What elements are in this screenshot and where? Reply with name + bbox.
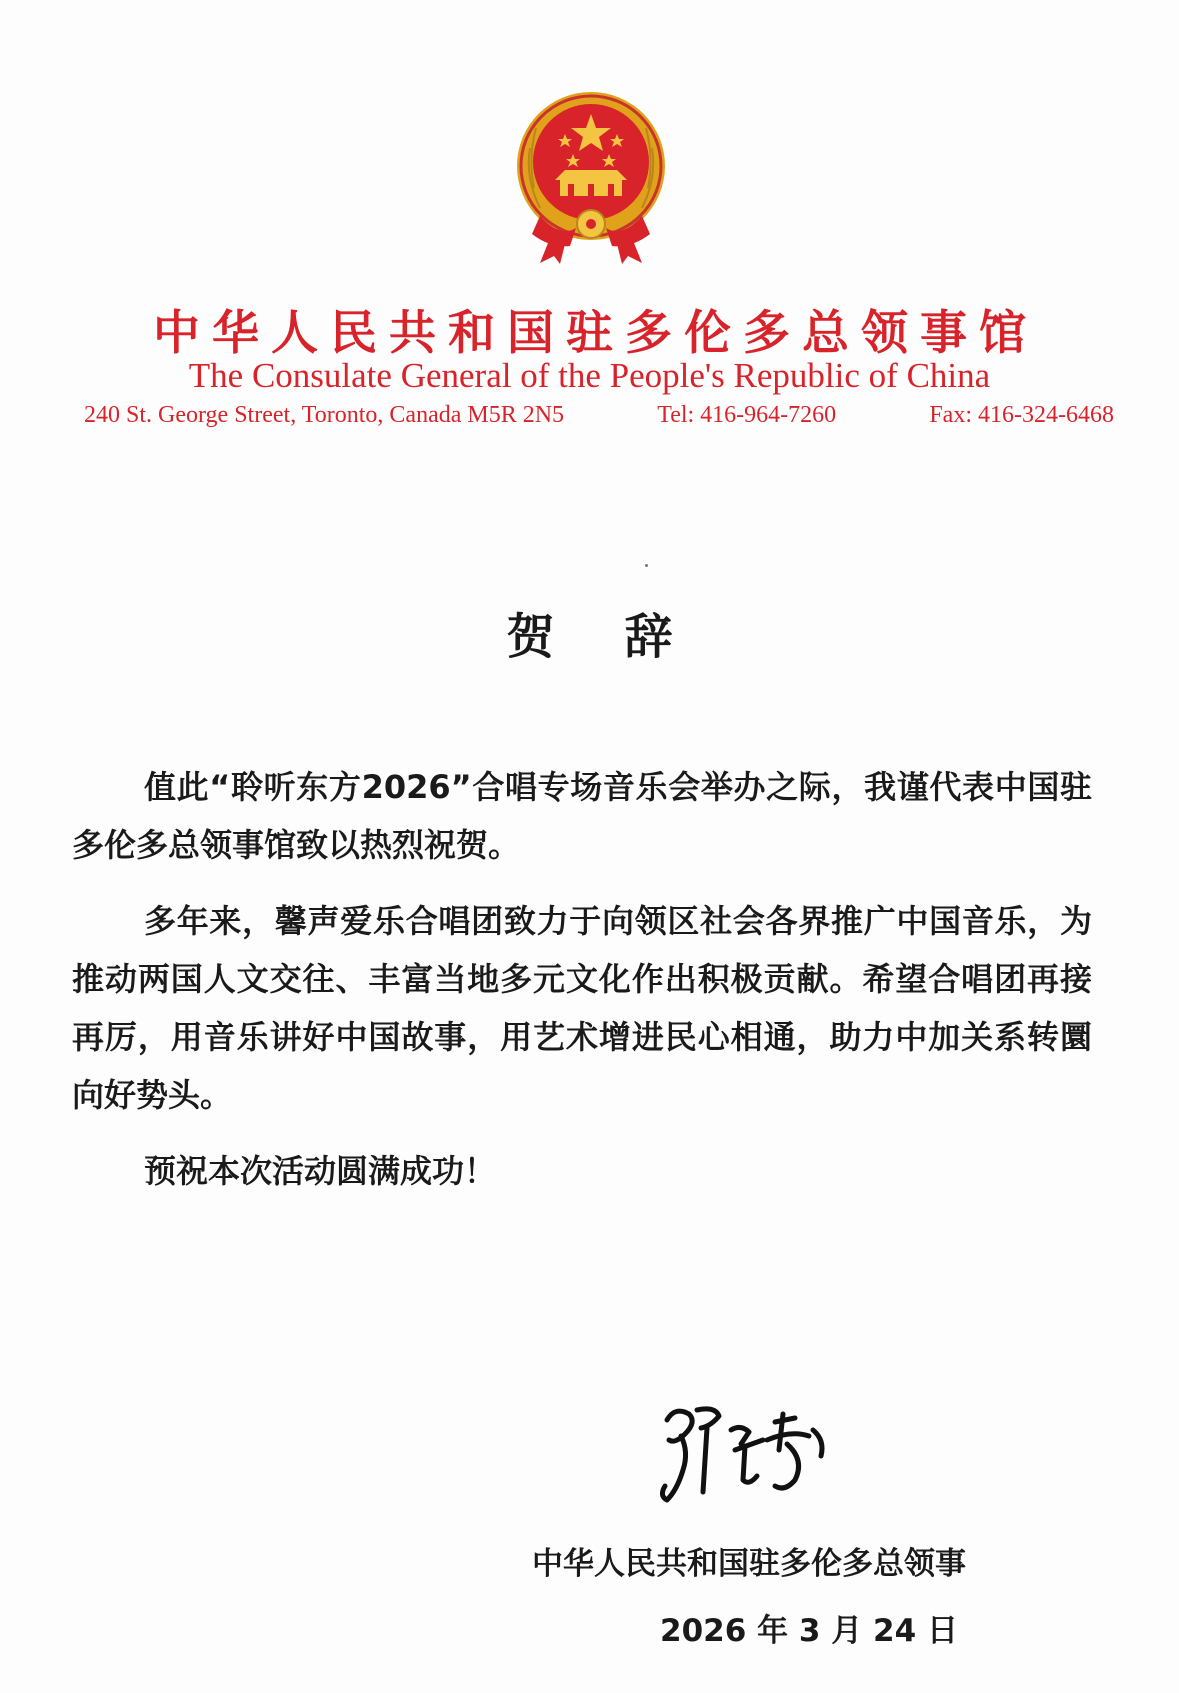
signatory-organization: 中华人民共和国驻多伦多总领事 xyxy=(532,1546,966,1582)
letterhead-tel: Tel: 416-964-7260 xyxy=(657,402,837,428)
letterhead-fax: Fax: 416-324-6468 xyxy=(929,402,1114,428)
title-char-2: 辞 xyxy=(624,609,673,665)
body-paragraph: 预祝本次活动圆满成功！ xyxy=(144,1152,497,1190)
handwritten-signature xyxy=(645,1400,855,1510)
paper-speck xyxy=(645,564,648,567)
body-paragraph: 值此“聆听东方2026”合唱专场音乐会举办之际，我谨代表中国驻多伦多总领事馆致以热烈祝贺。 xyxy=(72,768,1092,864)
letter-body xyxy=(72,758,1092,1218)
letterhead-english-name: The Consulate General of the People's Republic of China xyxy=(188,356,991,395)
letterhead-address: 240 St. George Street, Toronto, Canada M5R 2N5 xyxy=(84,402,565,428)
letterhead-contact-line xyxy=(84,402,1114,429)
national-emblem-icon xyxy=(510,88,672,266)
title-char-1: 贺 xyxy=(506,609,555,665)
signature-date: 2026 年 3 月 24 日 xyxy=(660,1613,958,1649)
letterhead-chinese-name: 中华人民共和国驻多伦多总领事馆 xyxy=(153,306,1038,361)
letter-title xyxy=(0,598,1179,667)
body-paragraph: 多年来，馨声爱乐合唱团致力于向领区社会各界推广中国音乐，为推动两国人文交往、丰富当地多元文化作出积极贡献。希望合唱团再接再厉，用音乐讲好中国故事，用艺术增进民心相通，助力中加关系转圜向好势头。 xyxy=(72,902,1092,1114)
